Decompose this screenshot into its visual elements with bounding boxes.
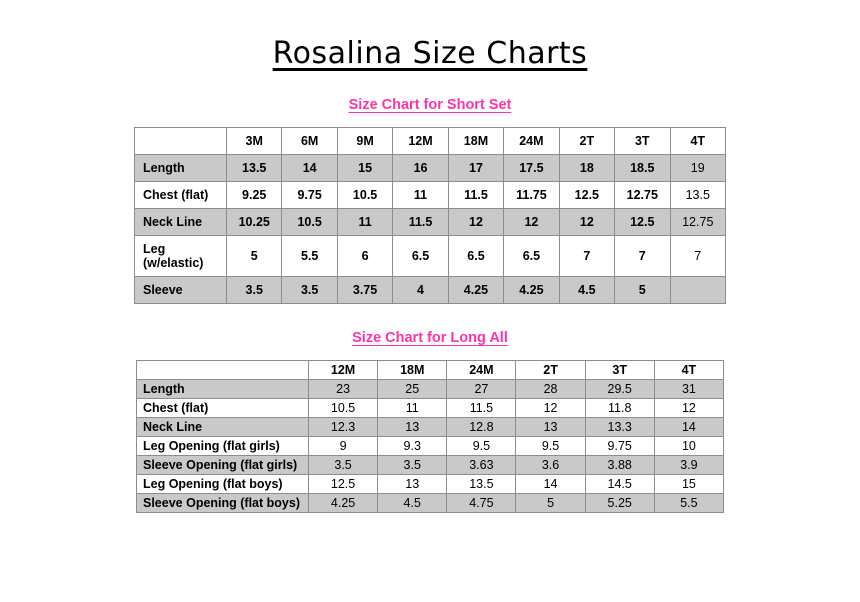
cell-sleeve-2t: 4.5 [559, 277, 614, 304]
short-set-table-body [135, 155, 726, 304]
row-label-leg-opening-boys: Leg Opening (flat boys) [137, 475, 309, 494]
column-header-2t: 2T [559, 128, 614, 155]
cell-length-3t: 18.5 [615, 155, 670, 182]
cell-sleeve-girls-12m: 3.5 [309, 456, 378, 475]
row-label-sleeve-opening-girls: Sleeve Opening (flat girls) [137, 456, 309, 475]
cell-chest-4t: 12 [654, 399, 723, 418]
cell-leg-boys-3t: 14.5 [585, 475, 654, 494]
cell-chest-24m: 11.5 [447, 399, 516, 418]
cell-leg-3t: 7 [615, 236, 670, 277]
short-set-table-wrap [0, 127, 860, 304]
long-all-table-body [137, 380, 724, 513]
table-row [135, 155, 726, 182]
cell-length-4t: 31 [654, 380, 723, 399]
cell-sleeve-24m: 4.25 [504, 277, 559, 304]
cell-leg-boys-18m: 13 [378, 475, 447, 494]
cell-leg-12m: 6.5 [393, 236, 448, 277]
cell-chest-24m: 11.75 [504, 182, 559, 209]
cell-length-24m: 27 [447, 380, 516, 399]
cell-sleeve-girls-2t: 3.6 [516, 456, 585, 475]
cell-sleeve-girls-4t: 3.9 [654, 456, 723, 475]
cell-sleeve-12m: 4 [393, 277, 448, 304]
cell-leg-boys-12m: 12.5 [309, 475, 378, 494]
cell-length-12m: 23 [309, 380, 378, 399]
table-row [137, 456, 724, 475]
corner-cell [137, 361, 309, 380]
cell-leg-boys-2t: 14 [516, 475, 585, 494]
cell-neck-12m: 12.3 [309, 418, 378, 437]
cell-neck-2t: 12 [559, 209, 614, 236]
cell-chest-6m: 9.75 [282, 182, 337, 209]
section-heading-long-all: Size Chart for Long All [352, 330, 508, 346]
cell-length-4t: 19 [670, 155, 726, 182]
cell-sleeve-girls-18m: 3.5 [378, 456, 447, 475]
cell-chest-2t: 12 [516, 399, 585, 418]
cell-chest-12m: 10.5 [309, 399, 378, 418]
cell-length-9m: 15 [337, 155, 392, 182]
cell-sleeve-3m: 3.5 [227, 277, 282, 304]
column-header-4t: 4T [654, 361, 723, 380]
cell-length-18m: 17 [448, 155, 503, 182]
column-header-18m: 18M [378, 361, 447, 380]
cell-neck-4t: 14 [654, 418, 723, 437]
column-header-9m: 9M [337, 128, 392, 155]
table-row [135, 182, 726, 209]
section-heading-short-set: Size Chart for Short Set [348, 97, 512, 113]
cell-neck-3t: 13.3 [585, 418, 654, 437]
column-header-4t: 4T [670, 128, 726, 155]
cell-neck-6m: 10.5 [282, 209, 337, 236]
cell-leg-2t: 7 [559, 236, 614, 277]
long-all-table-head [137, 361, 724, 380]
cell-sleeve-boys-3t: 5.25 [585, 494, 654, 513]
cell-leg-girls-24m: 9.5 [447, 437, 516, 456]
cell-leg-girls-2t: 9.5 [516, 437, 585, 456]
cell-chest-9m: 10.5 [337, 182, 392, 209]
cell-sleeve-boys-12m: 4.25 [309, 494, 378, 513]
column-header-12m: 12M [393, 128, 448, 155]
cell-chest-18m: 11.5 [448, 182, 503, 209]
column-header-3t: 3T [585, 361, 654, 380]
cell-chest-2t: 12.5 [559, 182, 614, 209]
short-set-size-table [134, 127, 726, 304]
cell-sleeve-3t: 5 [615, 277, 670, 304]
table-row [137, 399, 724, 418]
cell-leg-girls-3t: 9.75 [585, 437, 654, 456]
row-label-neck-line: Neck Line [137, 418, 309, 437]
cell-length-3m: 13.5 [227, 155, 282, 182]
cell-leg-24m: 6.5 [504, 236, 559, 277]
cell-sleeve-boys-24m: 4.75 [447, 494, 516, 513]
column-header-3m: 3M [227, 128, 282, 155]
cell-neck-3t: 12.5 [615, 209, 670, 236]
long-all-table-wrap [0, 360, 860, 513]
cell-leg-girls-18m: 9.3 [378, 437, 447, 456]
cell-leg-girls-12m: 9 [309, 437, 378, 456]
cell-chest-4t: 13.5 [670, 182, 726, 209]
cell-sleeve-boys-18m: 4.5 [378, 494, 447, 513]
table-row [137, 437, 724, 456]
column-header-24m: 24M [447, 361, 516, 380]
cell-sleeve-9m: 3.75 [337, 277, 392, 304]
cell-neck-2t: 13 [516, 418, 585, 437]
row-label-sleeve: Sleeve [135, 277, 227, 304]
row-label-length: Length [137, 380, 309, 399]
table-row [135, 277, 726, 304]
column-header-2t: 2T [516, 361, 585, 380]
cell-leg-boys-4t: 15 [654, 475, 723, 494]
cell-length-2t: 18 [559, 155, 614, 182]
cell-chest-18m: 11 [378, 399, 447, 418]
page-title: Rosalina Size Charts [272, 36, 588, 71]
row-label-leg-welastic: Leg (w/elastic) [135, 236, 227, 277]
cell-leg-9m: 6 [337, 236, 392, 277]
cell-chest-3m: 9.25 [227, 182, 282, 209]
cell-leg-3m: 5 [227, 236, 282, 277]
cell-sleeve-boys-2t: 5 [516, 494, 585, 513]
cell-length-6m: 14 [282, 155, 337, 182]
cell-sleeve-boys-4t: 5.5 [654, 494, 723, 513]
cell-neck-3m: 10.25 [227, 209, 282, 236]
row-label-chest-flat: Chest (flat) [135, 182, 227, 209]
row-label-length: Length [135, 155, 227, 182]
cell-length-18m: 25 [378, 380, 447, 399]
cell-chest-3t: 11.8 [585, 399, 654, 418]
cell-leg-6m: 5.5 [282, 236, 337, 277]
cell-neck-18m: 13 [378, 418, 447, 437]
table-row [135, 236, 726, 277]
row-label-leg-opening-girls: Leg Opening (flat girls) [137, 437, 309, 456]
cell-length-12m: 16 [393, 155, 448, 182]
table-row [137, 494, 724, 513]
table-row [137, 475, 724, 494]
table-header-row [135, 128, 726, 155]
cell-sleeve-4t [670, 277, 726, 304]
column-header-18m: 18M [448, 128, 503, 155]
cell-neck-18m: 12 [448, 209, 503, 236]
row-label-sleeve-opening-boys: Sleeve Opening (flat boys) [137, 494, 309, 513]
cell-leg-18m: 6.5 [448, 236, 503, 277]
table-row [137, 380, 724, 399]
cell-neck-24m: 12.8 [447, 418, 516, 437]
cell-neck-12m: 11.5 [393, 209, 448, 236]
cell-length-2t: 28 [516, 380, 585, 399]
cell-chest-12m: 11 [393, 182, 448, 209]
cell-length-24m: 17.5 [504, 155, 559, 182]
cell-neck-24m: 12 [504, 209, 559, 236]
cell-sleeve-6m: 3.5 [282, 277, 337, 304]
column-header-6m: 6M [282, 128, 337, 155]
short-set-table-head [135, 128, 726, 155]
cell-leg-girls-4t: 10 [654, 437, 723, 456]
cell-leg-boys-24m: 13.5 [447, 475, 516, 494]
long-all-size-table [136, 360, 724, 513]
row-label-chest-flat: Chest (flat) [137, 399, 309, 418]
corner-cell [135, 128, 227, 155]
cell-sleeve-girls-24m: 3.63 [447, 456, 516, 475]
table-header-row [137, 361, 724, 380]
cell-chest-3t: 12.75 [615, 182, 670, 209]
cell-neck-4t: 12.75 [670, 209, 726, 236]
cell-neck-9m: 11 [337, 209, 392, 236]
cell-sleeve-18m: 4.25 [448, 277, 503, 304]
table-row [135, 209, 726, 236]
cell-leg-4t: 7 [670, 236, 726, 277]
table-row [137, 418, 724, 437]
column-header-12m: 12M [309, 361, 378, 380]
cell-length-3t: 29.5 [585, 380, 654, 399]
column-header-24m: 24M [504, 128, 559, 155]
column-header-3t: 3T [615, 128, 670, 155]
row-label-neck-line: Neck Line [135, 209, 227, 236]
cell-sleeve-girls-3t: 3.88 [585, 456, 654, 475]
